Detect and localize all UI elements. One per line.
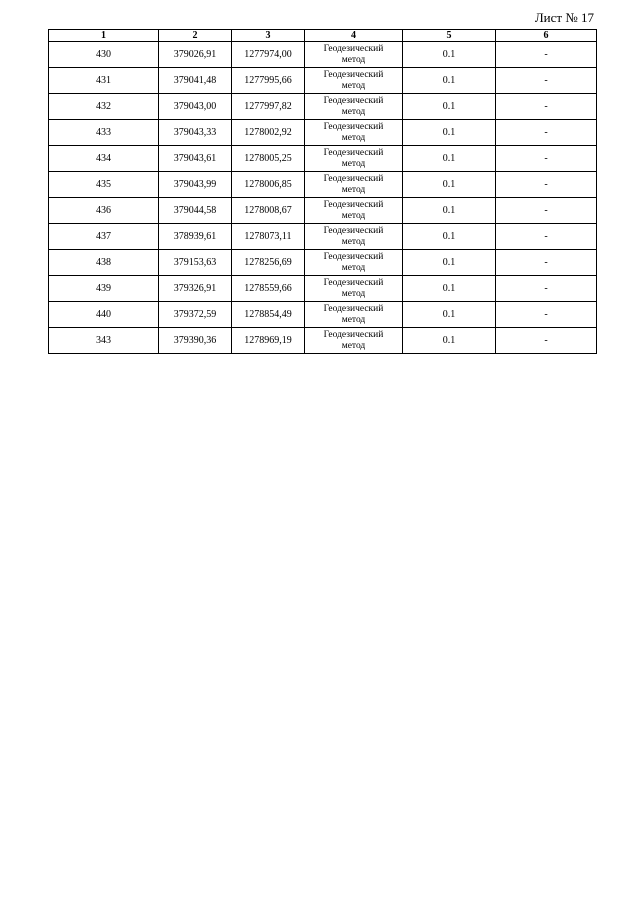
x-coordinate-cell: 379044,58 <box>159 198 232 224</box>
method-cell <box>305 250 403 276</box>
note-cell: - <box>496 120 597 146</box>
accuracy-cell: 0.1 <box>403 224 496 250</box>
column-header-3: 3 <box>232 30 305 42</box>
method-line-1: Геодезический <box>323 277 384 288</box>
method-cell <box>305 120 403 146</box>
x-coordinate-cell: 379043,61 <box>159 146 232 172</box>
y-coordinate-cell: 1278006,85 <box>232 172 305 198</box>
note-cell: - <box>496 172 597 198</box>
method-cell <box>305 94 403 120</box>
accuracy-cell: 0.1 <box>403 302 496 328</box>
method-line-2: метод <box>341 184 366 195</box>
method-cell <box>305 276 403 302</box>
method-line-1: Геодезический <box>323 199 384 210</box>
point-number-cell: 430 <box>49 42 159 68</box>
accuracy-cell: 0.1 <box>403 146 496 172</box>
table-row <box>49 302 597 328</box>
column-header-2: 2 <box>159 30 232 42</box>
x-coordinate-cell: 379326,91 <box>159 276 232 302</box>
method-line-1: Геодезический <box>323 69 384 80</box>
y-coordinate-cell: 1278073,11 <box>232 224 305 250</box>
note-cell: - <box>496 146 597 172</box>
accuracy-cell: 0.1 <box>403 172 496 198</box>
method-line-1: Геодезический <box>323 173 384 184</box>
note-cell: - <box>496 276 597 302</box>
point-number-cell: 439 <box>49 276 159 302</box>
y-coordinate-cell: 1277974,00 <box>232 42 305 68</box>
note-cell: - <box>496 250 597 276</box>
method-line-1: Геодезический <box>323 303 384 314</box>
note-cell: - <box>496 198 597 224</box>
method-line-2: метод <box>341 236 366 247</box>
y-coordinate-cell: 1278002,92 <box>232 120 305 146</box>
method-line-1: Геодезический <box>323 43 384 54</box>
accuracy-cell: 0.1 <box>403 250 496 276</box>
method-cell <box>305 172 403 198</box>
note-cell: - <box>496 224 597 250</box>
point-number-cell: 431 <box>49 68 159 94</box>
point-number-cell: 440 <box>49 302 159 328</box>
y-coordinate-cell: 1278005,25 <box>232 146 305 172</box>
table-row <box>49 172 597 198</box>
y-coordinate-cell: 1277997,82 <box>232 94 305 120</box>
method-line-2: метод <box>341 210 366 221</box>
method-line-2: метод <box>341 80 366 91</box>
method-line-2: метод <box>341 132 366 143</box>
point-number-cell: 433 <box>49 120 159 146</box>
sheet-number-label: Лист № 17 <box>534 10 594 25</box>
method-line-2: метод <box>341 106 366 117</box>
method-cell <box>305 224 403 250</box>
note-cell: - <box>496 302 597 328</box>
x-coordinate-cell: 379390,36 <box>159 328 232 354</box>
x-coordinate-cell: 379043,33 <box>159 120 232 146</box>
accuracy-cell: 0.1 <box>403 120 496 146</box>
note-cell: - <box>496 42 597 68</box>
table-row <box>49 42 597 68</box>
accuracy-cell: 0.1 <box>403 276 496 302</box>
point-number-cell: 434 <box>49 146 159 172</box>
method-line-2: метод <box>341 314 366 325</box>
y-coordinate-cell: 1278008,67 <box>232 198 305 224</box>
table-row <box>49 146 597 172</box>
column-header-4: 4 <box>305 30 403 42</box>
y-coordinate-cell: 1278969,19 <box>232 328 305 354</box>
y-coordinate-cell: 1278256,69 <box>232 250 305 276</box>
x-coordinate-cell: 379026,91 <box>159 42 232 68</box>
method-cell <box>305 42 403 68</box>
method-line-1: Геодезический <box>323 95 384 106</box>
method-cell <box>305 302 403 328</box>
y-coordinate-cell: 1278854,49 <box>232 302 305 328</box>
method-line-2: метод <box>341 262 366 273</box>
accuracy-cell: 0.1 <box>403 42 496 68</box>
method-line-1: Геодезический <box>323 225 384 236</box>
method-cell <box>305 328 403 354</box>
table-row <box>49 276 597 302</box>
method-line-2: метод <box>341 54 366 65</box>
method-line-1: Геодезический <box>323 251 384 262</box>
accuracy-cell: 0.1 <box>403 198 496 224</box>
note-cell: - <box>496 328 597 354</box>
point-number-cell: 435 <box>49 172 159 198</box>
method-cell <box>305 68 403 94</box>
table-header-row <box>49 30 597 42</box>
coordinates-table <box>48 29 597 354</box>
x-coordinate-cell: 379043,99 <box>159 172 232 198</box>
method-line-1: Геодезический <box>323 329 384 340</box>
y-coordinate-cell: 1277995,66 <box>232 68 305 94</box>
point-number-cell: 438 <box>49 250 159 276</box>
method-cell <box>305 198 403 224</box>
point-number-cell: 343 <box>49 328 159 354</box>
table-row <box>49 198 597 224</box>
x-coordinate-cell: 379041,48 <box>159 68 232 94</box>
point-number-cell: 436 <box>49 198 159 224</box>
table-row <box>49 68 597 94</box>
accuracy-cell: 0.1 <box>403 68 496 94</box>
method-line-2: метод <box>341 158 366 169</box>
x-coordinate-cell: 378939,61 <box>159 224 232 250</box>
method-cell <box>305 146 403 172</box>
note-cell: - <box>496 68 597 94</box>
column-header-5: 5 <box>403 30 496 42</box>
y-coordinate-cell: 1278559,66 <box>232 276 305 302</box>
table-row <box>49 328 597 354</box>
x-coordinate-cell: 379372,59 <box>159 302 232 328</box>
accuracy-cell: 0.1 <box>403 94 496 120</box>
column-header-6: 6 <box>496 30 597 42</box>
table-body <box>49 42 597 354</box>
x-coordinate-cell: 379153,63 <box>159 250 232 276</box>
method-line-1: Геодезический <box>323 121 384 132</box>
method-line-2: метод <box>341 288 366 299</box>
note-cell: - <box>496 94 597 120</box>
column-header-1: 1 <box>49 30 159 42</box>
table-row <box>49 250 597 276</box>
table-row <box>49 224 597 250</box>
table-row <box>49 120 597 146</box>
point-number-cell: 432 <box>49 94 159 120</box>
method-line-2: метод <box>341 340 366 351</box>
method-line-1: Геодезический <box>323 147 384 158</box>
point-number-cell: 437 <box>49 224 159 250</box>
table-row <box>49 94 597 120</box>
x-coordinate-cell: 379043,00 <box>159 94 232 120</box>
accuracy-cell: 0.1 <box>403 328 496 354</box>
